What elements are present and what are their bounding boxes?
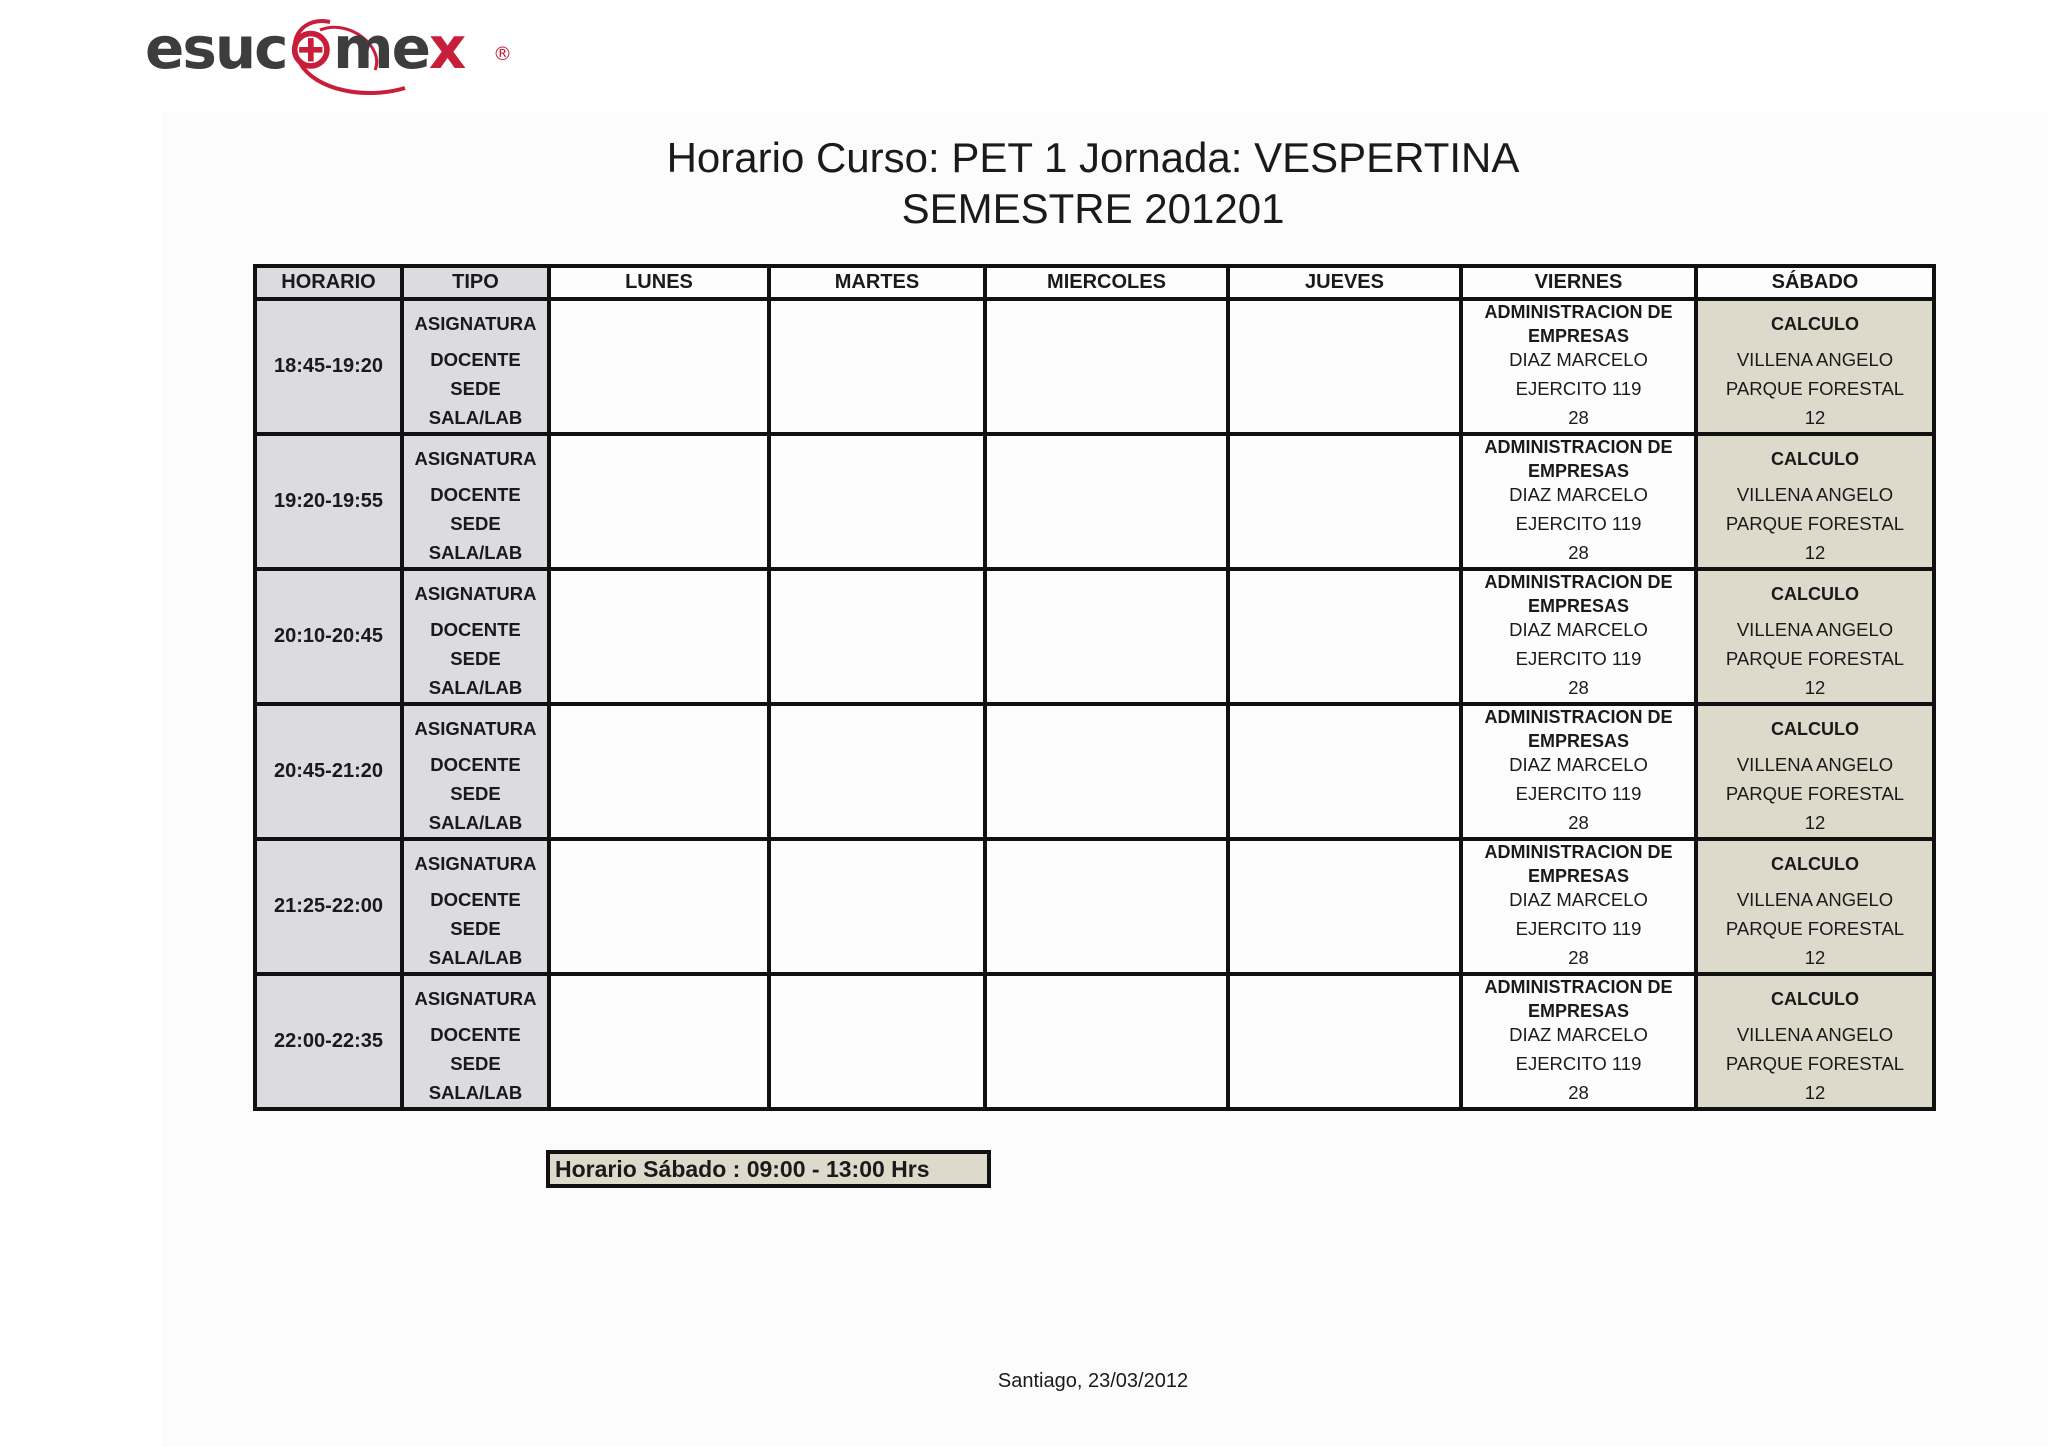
jueves-cell xyxy=(1228,974,1461,1109)
viernes-cell xyxy=(1461,299,1696,434)
miercoles-cell xyxy=(985,704,1228,839)
sabado-sede: PARQUE FORESTAL xyxy=(1725,917,1905,939)
lunes-cell xyxy=(549,839,769,974)
viernes-sala: 28 xyxy=(1568,1081,1589,1103)
sabado-asignatura: CALCULO xyxy=(1771,313,1859,334)
tipo-cell xyxy=(402,434,549,569)
table-row xyxy=(255,974,1934,1109)
sabado-sala: 12 xyxy=(1804,406,1826,428)
lunes-cell xyxy=(549,974,769,1109)
tipo-cell xyxy=(402,704,549,839)
sabado-cell xyxy=(1696,434,1934,569)
viernes-sala: 28 xyxy=(1568,406,1589,428)
header-miercoles: MIERCOLES xyxy=(985,266,1228,299)
header-horario: HORARIO xyxy=(255,266,402,299)
sabado-sala: 12 xyxy=(1804,541,1826,563)
time-slot: 20:10-20:45 xyxy=(255,569,402,704)
jueves-cell xyxy=(1228,704,1461,839)
lunes-cell xyxy=(549,434,769,569)
tipo-cell xyxy=(402,839,549,974)
viernes-sede: EJERCITO 119 xyxy=(1515,648,1642,669)
viernes-docente: DIAZ MARCELO xyxy=(1509,619,1648,641)
sabado-asignatura: CALCULO xyxy=(1771,448,1859,469)
tipo-asignatura: ASIGNATURA xyxy=(414,447,537,469)
viernes-cell xyxy=(1461,839,1696,974)
viernes-sede: EJERCITO 119 xyxy=(1515,1053,1642,1074)
viernes-cell xyxy=(1461,434,1696,569)
viernes-cell xyxy=(1461,974,1696,1109)
tipo-cell xyxy=(402,299,549,434)
tipo-sala: SALA/LAB xyxy=(428,946,523,968)
tipo-cell xyxy=(402,974,549,1109)
sabado-sala: 12 xyxy=(1804,946,1826,968)
tipo-sala: SALA/LAB xyxy=(428,676,523,698)
time-slot: 19:20-19:55 xyxy=(255,434,402,569)
miercoles-cell xyxy=(985,434,1228,569)
saturday-hours-note: Horario Sábado : 09:00 - 13:00 Hrs xyxy=(546,1150,991,1188)
viernes-docente: DIAZ MARCELO xyxy=(1509,889,1648,911)
tipo-sede: SEDE xyxy=(450,782,501,804)
viernes-asignatura: ADMINISTRACION DE EMPRESAS xyxy=(1484,302,1673,346)
sabado-docente: VILLENA ANGELO xyxy=(1736,349,1894,371)
viernes-docente: DIAZ MARCELO xyxy=(1509,1024,1648,1046)
martes-cell xyxy=(769,974,985,1109)
martes-cell xyxy=(769,839,985,974)
sabado-asignatura: CALCULO xyxy=(1771,583,1859,604)
sabado-docente: VILLENA ANGELO xyxy=(1736,889,1894,911)
miercoles-cell xyxy=(985,974,1228,1109)
tipo-sede: SEDE xyxy=(450,1052,501,1074)
jueves-cell xyxy=(1228,434,1461,569)
viernes-sala: 28 xyxy=(1568,676,1589,698)
sabado-cell xyxy=(1696,299,1934,434)
tipo-docente: DOCENTE xyxy=(430,754,521,776)
jueves-cell xyxy=(1228,299,1461,434)
schedule-table xyxy=(253,264,1936,1111)
martes-cell xyxy=(769,704,985,839)
time-slot: 18:45-19:20 xyxy=(255,299,402,434)
viernes-asignatura: ADMINISTRACION DE EMPRESAS xyxy=(1484,437,1673,481)
sabado-sala: 12 xyxy=(1804,1081,1826,1103)
viernes-docente: DIAZ MARCELO xyxy=(1509,349,1648,371)
lunes-cell xyxy=(549,569,769,704)
viernes-sede: EJERCITO 119 xyxy=(1515,918,1642,939)
logo-wordmark: esuc⊕mex xyxy=(145,14,465,82)
martes-cell xyxy=(769,299,985,434)
tipo-sede: SEDE xyxy=(450,377,501,399)
registered-mark: ® xyxy=(493,43,512,65)
tipo-asignatura: ASIGNATURA xyxy=(414,987,537,1009)
tipo-asignatura: ASIGNATURA xyxy=(414,717,537,739)
sabado-sala: 12 xyxy=(1804,811,1826,833)
table-row xyxy=(255,839,1934,974)
sabado-asignatura: CALCULO xyxy=(1771,718,1859,739)
martes-cell xyxy=(769,434,985,569)
sabado-sede: PARQUE FORESTAL xyxy=(1725,512,1905,534)
header-tipo: TIPO xyxy=(402,266,549,299)
sabado-asignatura: CALCULO xyxy=(1771,853,1859,874)
viernes-docente: DIAZ MARCELO xyxy=(1509,754,1648,776)
sabado-docente: VILLENA ANGELO xyxy=(1736,619,1894,641)
tipo-sala: SALA/LAB xyxy=(428,541,523,563)
page-subtitle: SEMESTRE 201201 xyxy=(901,185,1285,232)
miercoles-cell xyxy=(985,569,1228,704)
lunes-cell xyxy=(549,704,769,839)
sabado-cell xyxy=(1696,839,1934,974)
viernes-docente: DIAZ MARCELO xyxy=(1509,484,1648,506)
tipo-sala: SALA/LAB xyxy=(428,1081,523,1103)
tipo-asignatura: ASIGNATURA xyxy=(414,582,537,604)
esucomex-logo xyxy=(145,8,525,103)
tipo-docente: DOCENTE xyxy=(430,619,521,641)
tipo-sala: SALA/LAB xyxy=(428,406,523,428)
sabado-docente: VILLENA ANGELO xyxy=(1736,484,1894,506)
header-row xyxy=(255,266,1934,299)
table-row xyxy=(255,704,1934,839)
miercoles-cell xyxy=(985,839,1228,974)
viernes-sala: 28 xyxy=(1568,541,1589,563)
sabado-docente: VILLENA ANGELO xyxy=(1736,754,1894,776)
tipo-asignatura: ASIGNATURA xyxy=(414,852,537,874)
viernes-cell xyxy=(1461,704,1696,839)
viernes-sala: 28 xyxy=(1568,946,1589,968)
viernes-sede: EJERCITO 119 xyxy=(1515,513,1642,534)
sabado-cell xyxy=(1696,704,1934,839)
tipo-sede: SEDE xyxy=(450,647,501,669)
jueves-cell xyxy=(1228,569,1461,704)
footer-place-date: Santiago, 23/03/2012 xyxy=(997,1370,1189,1392)
viernes-asignatura: ADMINISTRACION DE EMPRESAS xyxy=(1484,572,1673,616)
lunes-cell xyxy=(549,299,769,434)
table-row xyxy=(255,569,1934,704)
jueves-cell xyxy=(1228,839,1461,974)
sabado-sede: PARQUE FORESTAL xyxy=(1725,377,1905,399)
sabado-cell xyxy=(1696,974,1934,1109)
miercoles-cell xyxy=(985,299,1228,434)
viernes-sede: EJERCITO 119 xyxy=(1515,378,1642,399)
tipo-docente: DOCENTE xyxy=(430,349,521,371)
tipo-sala: SALA/LAB xyxy=(428,811,523,833)
header-sabado: SÁBADO xyxy=(1696,266,1934,299)
sabado-sala: 12 xyxy=(1804,676,1826,698)
time-slot: 22:00-22:35 xyxy=(255,974,402,1109)
tipo-docente: DOCENTE xyxy=(430,1024,521,1046)
tipo-cell xyxy=(402,569,549,704)
tipo-docente: DOCENTE xyxy=(430,484,521,506)
sabado-cell xyxy=(1696,569,1934,704)
viernes-sede: EJERCITO 119 xyxy=(1515,783,1642,804)
sabado-asignatura: CALCULO xyxy=(1771,988,1859,1009)
table-row xyxy=(255,434,1934,569)
viernes-sala: 28 xyxy=(1568,811,1589,833)
sabado-docente: VILLENA ANGELO xyxy=(1736,1024,1894,1046)
martes-cell xyxy=(769,569,985,704)
sabado-sede: PARQUE FORESTAL xyxy=(1725,647,1905,669)
viernes-asignatura: ADMINISTRACION DE EMPRESAS xyxy=(1484,977,1673,1021)
page-title: Horario Curso: PET 1 Jornada: VESPERTINA xyxy=(666,134,1520,181)
header-viernes: VIERNES xyxy=(1461,266,1696,299)
sabado-sede: PARQUE FORESTAL xyxy=(1725,782,1905,804)
viernes-asignatura: ADMINISTRACION DE EMPRESAS xyxy=(1484,842,1673,886)
time-slot: 20:45-21:20 xyxy=(255,704,402,839)
time-slot: 21:25-22:00 xyxy=(255,839,402,974)
tipo-docente: DOCENTE xyxy=(430,889,521,911)
viernes-cell xyxy=(1461,569,1696,704)
header-martes: MARTES xyxy=(769,266,985,299)
table-row xyxy=(255,299,1934,434)
header-jueves: JUEVES xyxy=(1228,266,1461,299)
tipo-sede: SEDE xyxy=(450,917,501,939)
viernes-asignatura: ADMINISTRACION DE EMPRESAS xyxy=(1484,707,1673,751)
tipo-sede: SEDE xyxy=(450,512,501,534)
tipo-asignatura: ASIGNATURA xyxy=(414,312,537,334)
header-lunes: LUNES xyxy=(549,266,769,299)
sabado-sede: PARQUE FORESTAL xyxy=(1725,1052,1905,1074)
